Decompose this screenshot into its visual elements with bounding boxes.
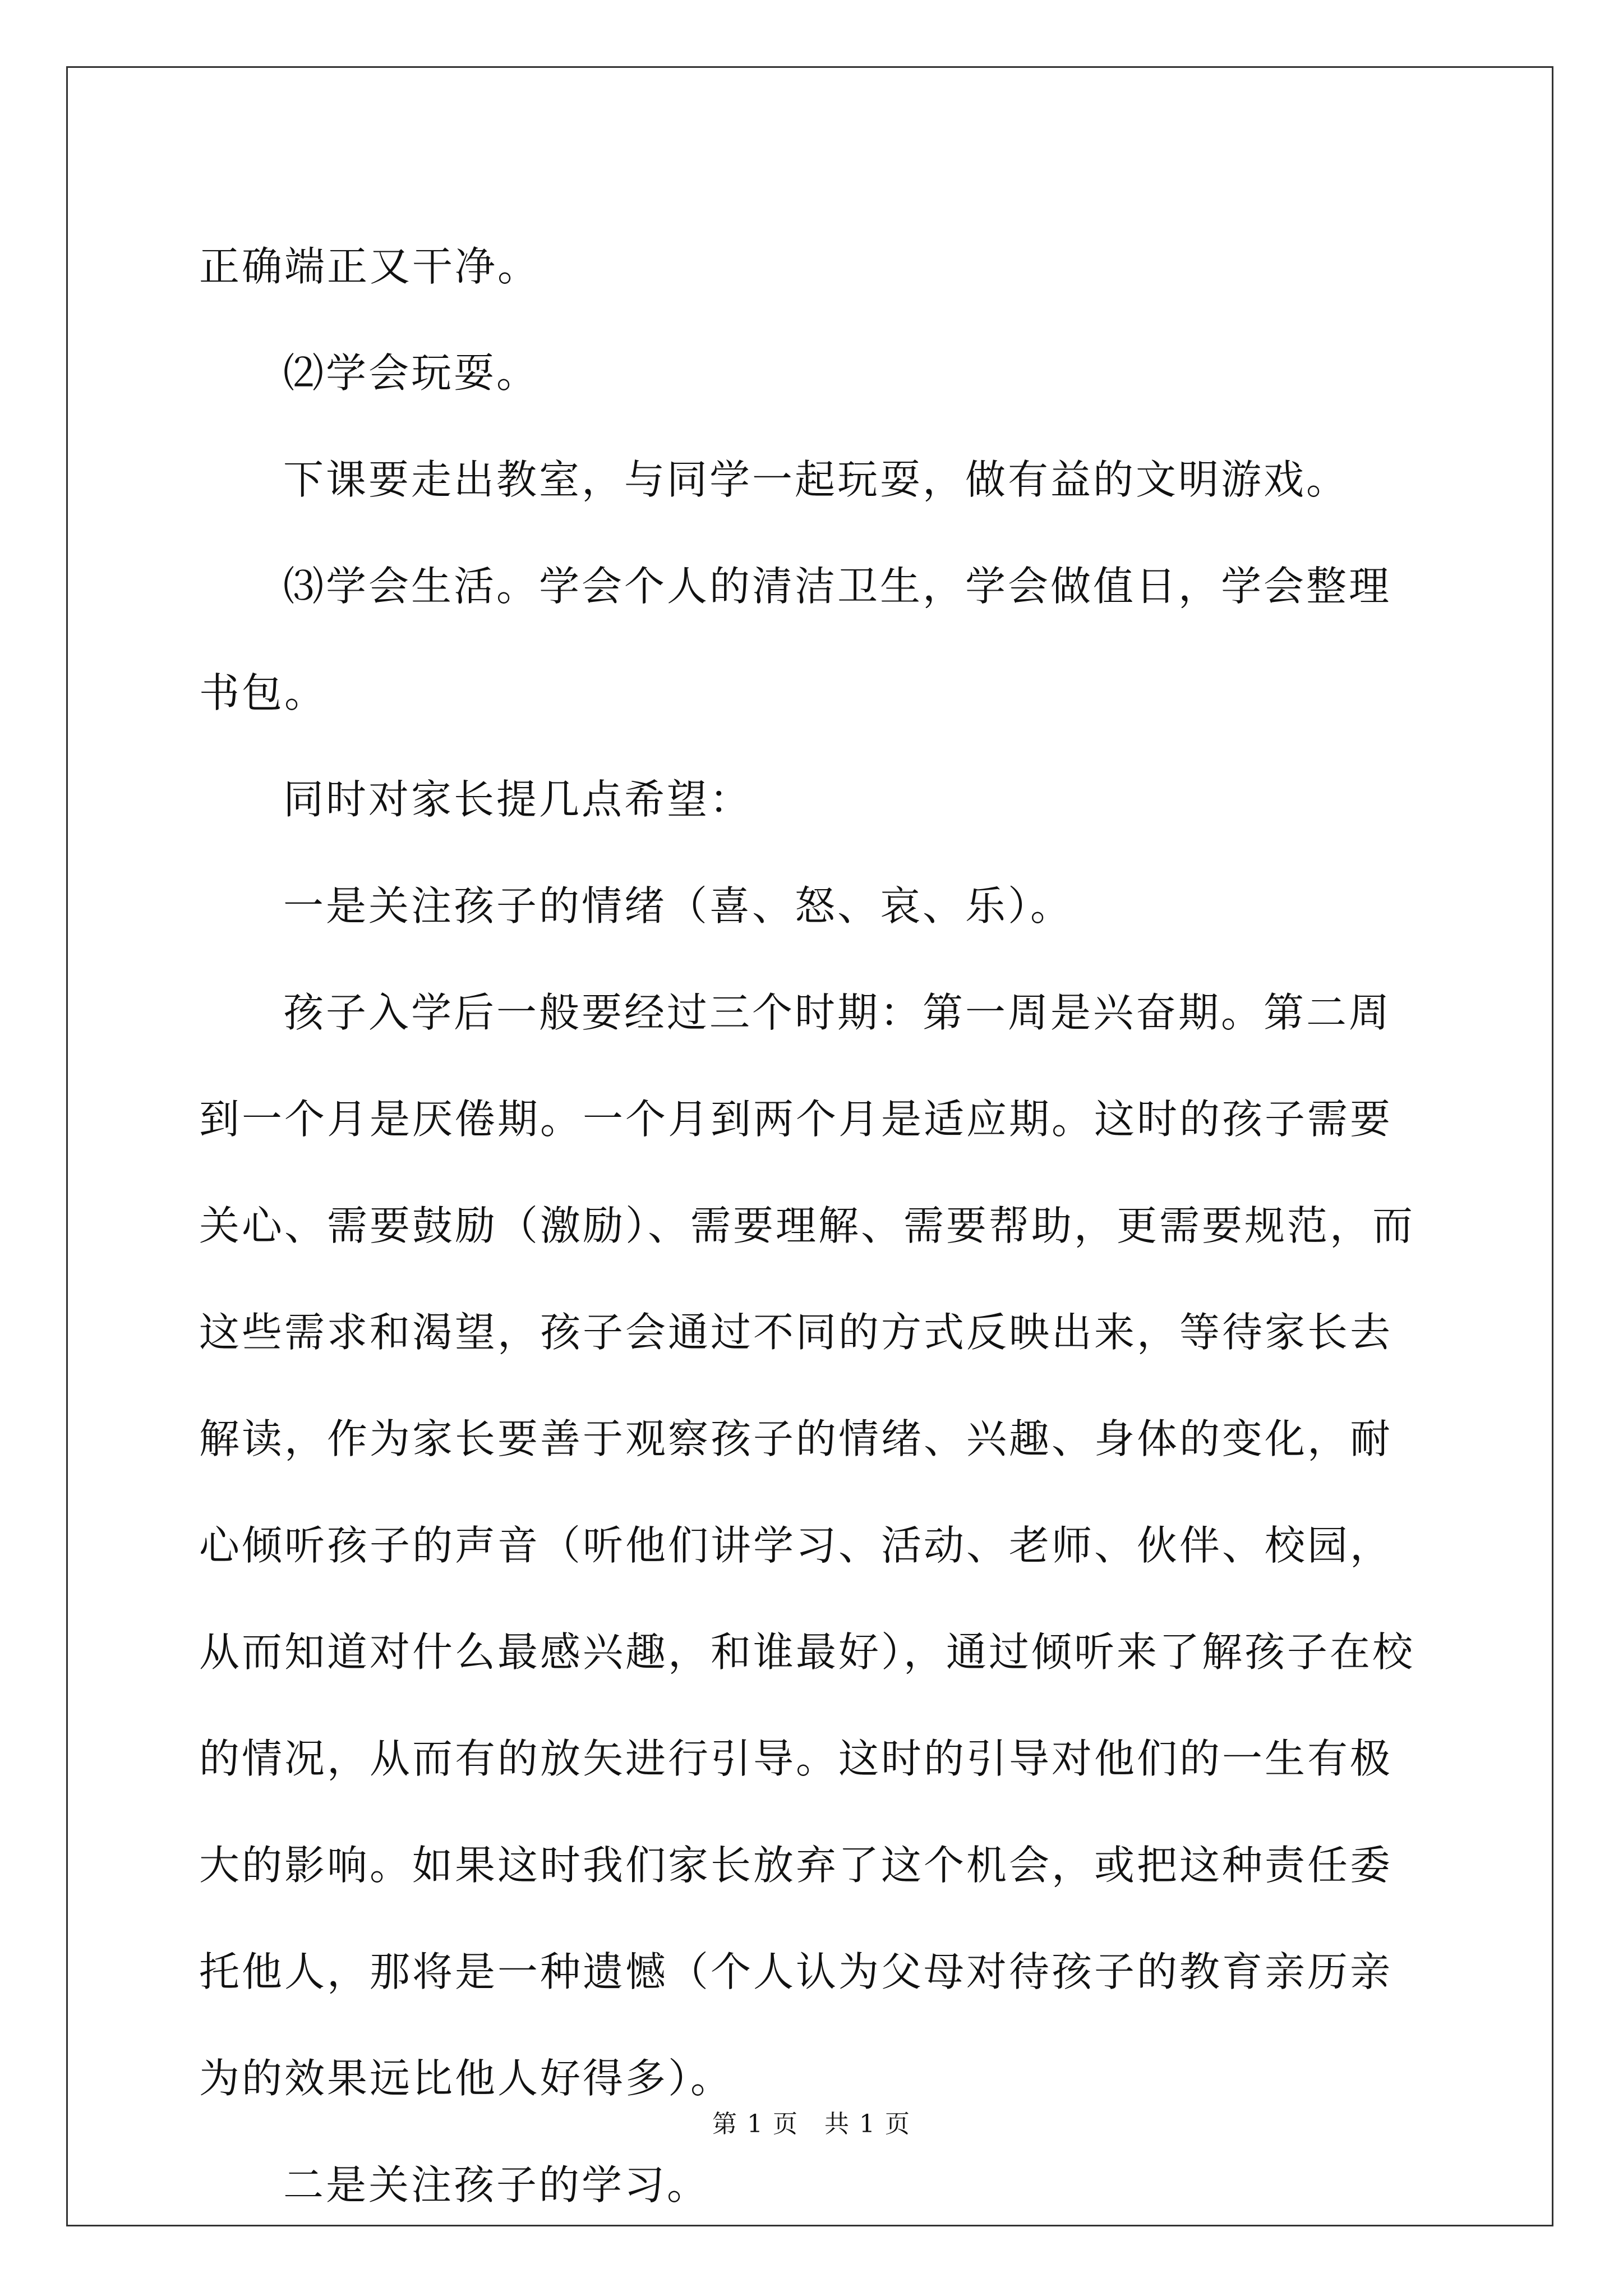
paragraph: 正确端正又干净。 bbox=[199, 243, 541, 290]
paragraph: ⑶学会生活。学会个人的清洁卫生，学会做值日，学会整理书包。 bbox=[199, 563, 1392, 716]
paragraph: ⑵学会玩耍。 bbox=[283, 349, 540, 397]
page-footer: 第 1 页 共 1 页 bbox=[712, 2110, 911, 2138]
paragraph: 下课要走出教室，与同学一起玩耍，做有益的文明游戏。 bbox=[283, 456, 1349, 503]
document-body bbox=[199, 213, 1433, 2238]
paragraph: 二是关注孩子的学习。 bbox=[283, 2161, 710, 2208]
paragraph: 同时对家长提几点希望： bbox=[283, 776, 753, 823]
paragraph: 一是关注孩子的情绪（喜、怒、哀、乐）。 bbox=[283, 882, 1073, 930]
paragraph: 孩子入学后一般要经过三个时期：第一周是兴奋期。第二周到一个月是厌倦期。一个月到两个月是适应期。这时的孩子需要关心、需要鼓励（激励）、需要理解、需要帮助，更需要规范，而这些需求和渴望，孩子会通过不同的方式反映出来，等待家长去解读，作为家长要善于观察孩子的情绪、兴趣、身体的变化，耐心倾听孩子的声音（听他们讲学习、活动、老师、伙伴、校园，从而知道对什么最感兴趣，和谁最好），通过倾听来了解孩子在校的情况，从而有的放矢进行引导。这时的引导对他们的一生有极大的影响。如果这时我们家长放弃了这个机会，或把这种责任委托他人，那将是一种遗憾（个人认为父母对待孩子的教育亲历亲为的效果远比他人好得多）。 bbox=[199, 989, 1415, 2102]
